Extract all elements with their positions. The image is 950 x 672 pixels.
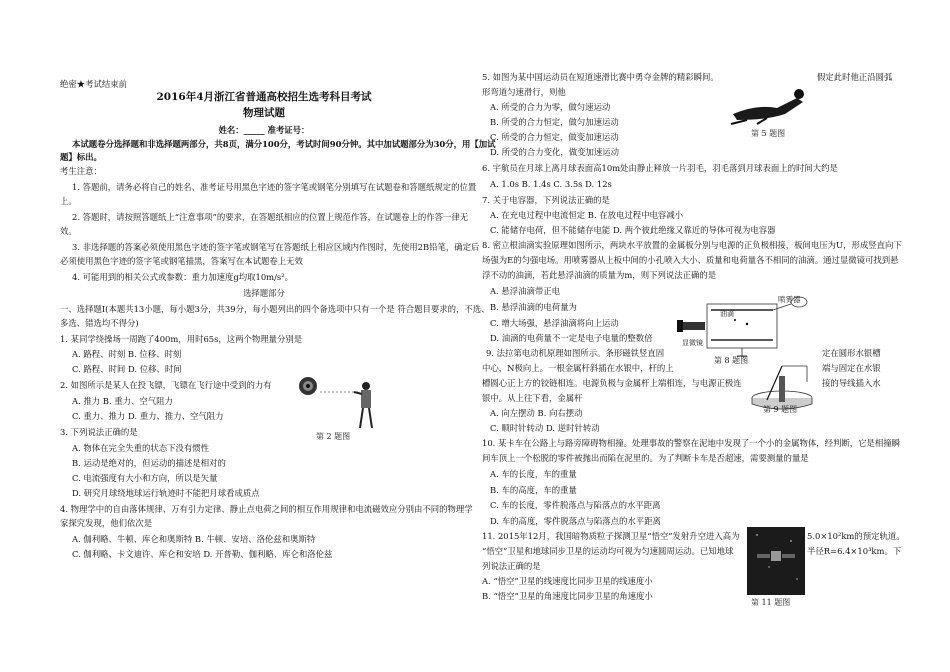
speed-skater-figure [727,84,809,126]
microscope-label: 显微镜 [682,339,703,347]
option-line: C. 车的长度，零件脱落点与陷落点的水平距离 [490,500,661,510]
oil-drop-apparatus-figure [677,296,817,360]
intro-line-2: 题】标出。 [60,152,102,162]
option-line: B. “悟空”卫星的角速度比同步卫星的角速度小 [482,591,653,601]
notice-line: 3. 非选择题的答案必须使用黑色字迹的签字笔或钢笔写在答题纸上相应区域内作图时，先使用2B铅笔，确定后 [72,242,480,252]
oil-label: 油滴 [720,310,734,318]
option-line: C. 增大场强，悬浮油滴将向上运动 [490,318,619,328]
question-10: 10. 某卡车在公路上与路旁障碍物相撞。处理事故的警察在泥地中发现了一个小的金属物体，经判断，它是相撞瞬 [482,438,900,448]
question-8: 8. 密立根油滴实验原理如图所示，两块水平放置的金属板分别与电源的正负极相接，板间电压为U，形成竖直向下 [482,240,902,250]
option-line: B. 所受的合力恒定，做匀加速运动 [490,117,619,127]
intro-line-1: 本试题卷分选择题和非选择题两部分，共8页，满分100分，考试时间90分钟。其中加试题部分为30分，用【加试 [72,139,496,149]
option-line: A. 悬浮油滴带正电 [490,286,560,296]
figure-caption: 第 9 题图 [763,405,798,414]
option-line: D. 车的高度，零件脱落点与陷落点的水平距离 [490,516,661,526]
notice-line: 效。 [60,226,77,236]
option-line: B. 悬浮油滴的电荷量为 [490,302,577,312]
question-11-right: 半径R=6.4×10³km。下 [807,546,902,556]
option-line: C. 所受的合力恒定，做变加速运动 [490,132,619,142]
option-line: A. 推力 B. 重力、空气阻力 [72,396,173,406]
subject-title: 物理试题 [243,107,285,119]
option-line: A. 在充电过程中电流恒定 B. 在放电过程中电容减小 [490,210,684,220]
question-10-cont: 间车顶上一个松脱的零件被抛出而陷在泥里的。为了判断卡车是否超速，需要测量的量是 [482,453,809,463]
question-9: 9. 法拉第电动机原理如图所示。条形磁铁竖直固 [486,348,665,358]
option-line: D. 研究月球绕地球运行轨迹时不能把月球看成质点 [72,488,260,498]
question-4-cont: 家探究发现，他们依次是 [60,518,153,528]
question-9-cont: 中心，N极向上。一根金属杆斜插在水银中，杆的上 [482,363,674,373]
notice-line: 1. 答题前，请务必将自己的姓名、准考证号用黑色字迹的签字笔或钢笔分别填写在试题卷和答题纸规定的位置 [72,182,477,192]
question-2: 2. 如图所示是某人在投飞镖，飞镖在飞行途中受到的力有 [60,380,272,390]
secret-label: 绝密★考试结束前 [60,79,127,89]
option-line: A. 1.0s B. 1.4s C. 3.5s D. 12s [490,179,612,189]
option-line: B. 运动是绝对的，但运动的描述是相对的 [72,458,226,468]
question-11-cont: 列说法正确的是 [482,561,541,571]
question-6: 6. 宇航员在月球上离月球表面高10m处由静止释放一片羽毛，羽毛落到月球表面上的时间大约是 [482,163,838,173]
notice-heading: 考生注意： [60,166,102,176]
question-8-cont: 浮不动的油滴，若此悬浮油滴的质量为m，则下列说法正确的是 [482,270,717,280]
figure-caption: 第 5 题图 [751,129,786,138]
option-line: D. 油滴的电荷量不一定是电子电量的整数倍 [490,333,653,343]
notice-line: 必须使用黑色字迹的签字笔或钢笔描黑，答案写在本试题卷上无效 [60,256,303,266]
option-line: D. 所受的合力变化，做变加速运动 [490,147,619,157]
question-9-cont: 银中。从上往下看，金属杆 [482,393,583,403]
notice-line: 4. 可能用到的相关公式或参数：重力加速度g均取10m/s²。 [72,272,293,282]
option-line: A. 伽利略、牛顿、库仑和奥斯特 B. 牛顿、安培、洛伦兹和奥斯特 [72,534,316,544]
question-5-cont: 形弯道匀速滑行，则他 [482,87,566,97]
option-line: C. 能储存电荷，但不能储存电能 D. 两个彼此绝缘又靠近的导体可视为电容器 [490,225,776,235]
notice-line: 上。 [60,196,77,206]
option-line: A. 向左摆动 B. 向右摆动 [490,408,583,418]
question-9-right: 定在圆形水银槽 [822,348,881,358]
figure-caption: 第 8 题图 [714,356,749,365]
option-line: C. 电流强度有大小和方向，所以是矢量 [72,473,218,483]
exam-title: 2016年4月浙江省普通高校招生选考科目考试 [156,91,372,103]
part-label: 选择题部分 [243,288,285,298]
name-line: 姓名：_____ 准考证号： [218,125,310,135]
question-8-cont: 场强为E的匀强电场。用喷雾器从上板中间的小孔喷入大小、质量和电荷量各不相同的油滴。通过显微镜可找到悬 [482,255,899,265]
section-heading: 一、选择题Ⅰ(本题共13小题，每小题3分，共39分，每小题列出的四个备选项中只有一个是 符合题目要求的，不选、 [60,304,490,314]
figure-caption: 第 2 题图 [316,432,351,441]
option-line: C. 伽利略、卡文迪许、库仑和安培 D. 开普勒、伽利略、库仑和洛伦兹 [72,549,333,559]
option-line: C. 顺时针转动 D. 逆时针转动 [490,423,600,433]
question-4: 4. 物理学中的自由落体规律、万有引力定律、静止点电荷之间的相互作用规律和电流磁效应分别由不同的物理学 [60,504,473,514]
question-5-right: 假定此时他正沿圆弧 [817,72,893,82]
question-11-right: 5.0×10²km的预定轨道。 [807,531,905,541]
question-9-right: 端与固定在水银 [822,363,881,373]
option-line: A. 车的长度，车的重量 [490,469,577,479]
question-9-right: 接的导线插入水 [822,378,881,388]
question-5: 5. 如图为某中国运动员在短道速滑比赛中勇夺金牌的精彩瞬间。 [482,72,719,82]
option-line: A. “悟空”卫星的线速度比同步卫星的线速度小 [482,576,653,586]
question-3: 3. 下列说法正确的是 [60,427,138,437]
option-line: A. 物体在完全失重的状态下没有惯性 [72,443,209,453]
section-heading: 多选、错选均不得分) [60,318,139,328]
question-7: 7. 关于电容器，下列说法正确的是 [482,195,610,205]
satellite-figure [747,527,805,595]
notice-line: 2. 答题时，请按照答题纸上“注意事项”的要求，在答题纸相应的位置上规范作答，在试题卷上的作答一律无 [72,212,469,222]
dart-thrower-figure [296,374,380,434]
sprayer-label: 喷雾器 [778,295,801,304]
option-line: C. 路程、时间 D. 位移、时间 [72,364,182,374]
question-11-cont: “悟空”卫星和地球同步卫星的运动均可视为匀速圆周运动。已知地球 [482,546,734,556]
option-line: B. 车的高度，车的重量 [490,485,577,495]
figure-caption: 第 11 题图 [751,598,791,607]
question-11: 11. 2015年12月，我国暗物质粒子探测卫星“悟空”发射升空进入高为 [482,531,740,541]
option-line: C. 重力、推力 D. 重力、推力、空气阻力 [72,411,224,421]
question-1: 1. 某同学绕操场一周跑了400m，用时65s，这两个物理量分别是 [60,334,303,344]
option-line: A. 所受的合力为零，做匀速运动 [490,102,611,112]
question-9-cont: 槽圆心正上方的铰链相连。电源负极与金属杆上端相连，与电源正极连 [482,378,742,388]
option-line: A. 路程、时刻 B. 位移、时刻 [72,349,182,359]
